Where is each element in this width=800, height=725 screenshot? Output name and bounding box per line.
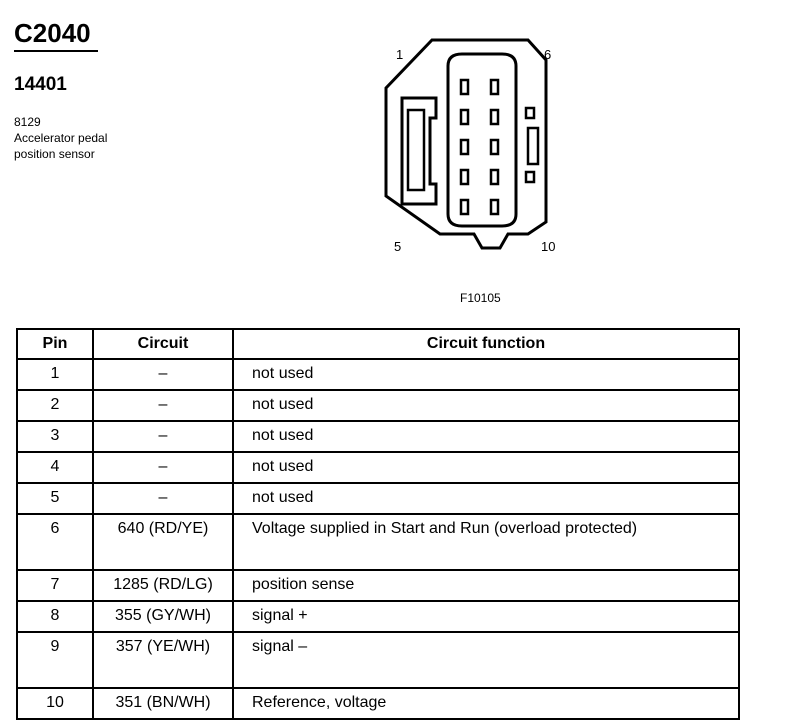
circuit-cell: – bbox=[93, 390, 233, 421]
header-pin: Pin bbox=[17, 329, 93, 359]
latch-inner bbox=[408, 110, 424, 190]
circuit-cell: 351 (BN/WH) bbox=[93, 688, 233, 719]
table-row bbox=[17, 452, 739, 483]
terminal-5 bbox=[461, 200, 468, 214]
pin-cell: 7 bbox=[17, 570, 93, 601]
table-row bbox=[17, 632, 739, 688]
component-code: 8129 bbox=[14, 115, 41, 129]
pin-cell: 2 bbox=[17, 390, 93, 421]
connector-outer-shell bbox=[386, 40, 546, 248]
circuit-cell: 640 (RD/YE) bbox=[93, 514, 233, 570]
terminal-10 bbox=[491, 200, 498, 214]
function-cell: not used bbox=[233, 421, 739, 452]
table-row bbox=[17, 483, 739, 514]
function-cell: Reference, voltage bbox=[233, 688, 739, 719]
circuit-cell: – bbox=[93, 359, 233, 390]
function-cell: signal – bbox=[233, 632, 739, 688]
pin-label-10: 10 bbox=[541, 239, 556, 254]
pin-table bbox=[16, 328, 740, 720]
table-row bbox=[17, 359, 739, 390]
part-number: 14401 bbox=[14, 74, 67, 95]
pin-cell: 9 bbox=[17, 632, 93, 688]
terminal-4 bbox=[461, 170, 468, 184]
pin-label-6: 6 bbox=[544, 47, 552, 62]
table-row bbox=[17, 688, 739, 719]
terminal-9 bbox=[491, 170, 498, 184]
terminal-8 bbox=[491, 140, 498, 154]
function-cell: not used bbox=[233, 452, 739, 483]
function-cell: Voltage supplied in Start and Run (overload protected) bbox=[233, 514, 739, 570]
circuit-cell: 355 (GY/WH) bbox=[93, 601, 233, 632]
table-row bbox=[17, 570, 739, 601]
table-row bbox=[17, 421, 739, 452]
pin-cell: 1 bbox=[17, 359, 93, 390]
component-description bbox=[14, 114, 107, 162]
description-line-2: position sensor bbox=[14, 147, 95, 161]
connector-face-diagram bbox=[370, 36, 570, 266]
terminal-7 bbox=[491, 110, 498, 124]
pin-cell: 10 bbox=[17, 688, 93, 719]
terminal-3 bbox=[461, 140, 468, 154]
connector-cavity bbox=[448, 54, 516, 226]
header-circuit-function: Circuit function bbox=[233, 329, 739, 359]
pin-cell: 4 bbox=[17, 452, 93, 483]
function-cell: position sense bbox=[233, 570, 739, 601]
table-header-row bbox=[17, 329, 739, 359]
pin-cell: 5 bbox=[17, 483, 93, 514]
pin-cell: 6 bbox=[17, 514, 93, 570]
function-cell: not used bbox=[233, 390, 739, 421]
circuit-cell: – bbox=[93, 483, 233, 514]
pin-terminals bbox=[461, 80, 498, 214]
circuit-cell: – bbox=[93, 421, 233, 452]
pin-cell: 8 bbox=[17, 601, 93, 632]
terminal-6 bbox=[491, 80, 498, 94]
header-circuit: Circuit bbox=[93, 329, 233, 359]
circuit-cell: 1285 (RD/LG) bbox=[93, 570, 233, 601]
table-row bbox=[17, 514, 739, 570]
keying-features bbox=[526, 108, 538, 182]
figure-id: F10105 bbox=[460, 291, 501, 305]
terminal-2 bbox=[461, 110, 468, 124]
connector-title: C2040 bbox=[14, 18, 91, 48]
circuit-cell: – bbox=[93, 452, 233, 483]
pin-cell: 3 bbox=[17, 421, 93, 452]
function-cell: not used bbox=[233, 359, 739, 390]
function-cell: signal + bbox=[233, 601, 739, 632]
circuit-cell: 357 (YE/WH) bbox=[93, 632, 233, 688]
table-row bbox=[17, 601, 739, 632]
terminal-1 bbox=[461, 80, 468, 94]
description-line-1: Accelerator pedal bbox=[14, 131, 108, 145]
table-row bbox=[17, 390, 739, 421]
title-underline bbox=[14, 50, 98, 52]
function-cell: not used bbox=[233, 483, 739, 514]
pin-label-5: 5 bbox=[394, 239, 402, 254]
pin-label-1: 1 bbox=[396, 47, 404, 62]
